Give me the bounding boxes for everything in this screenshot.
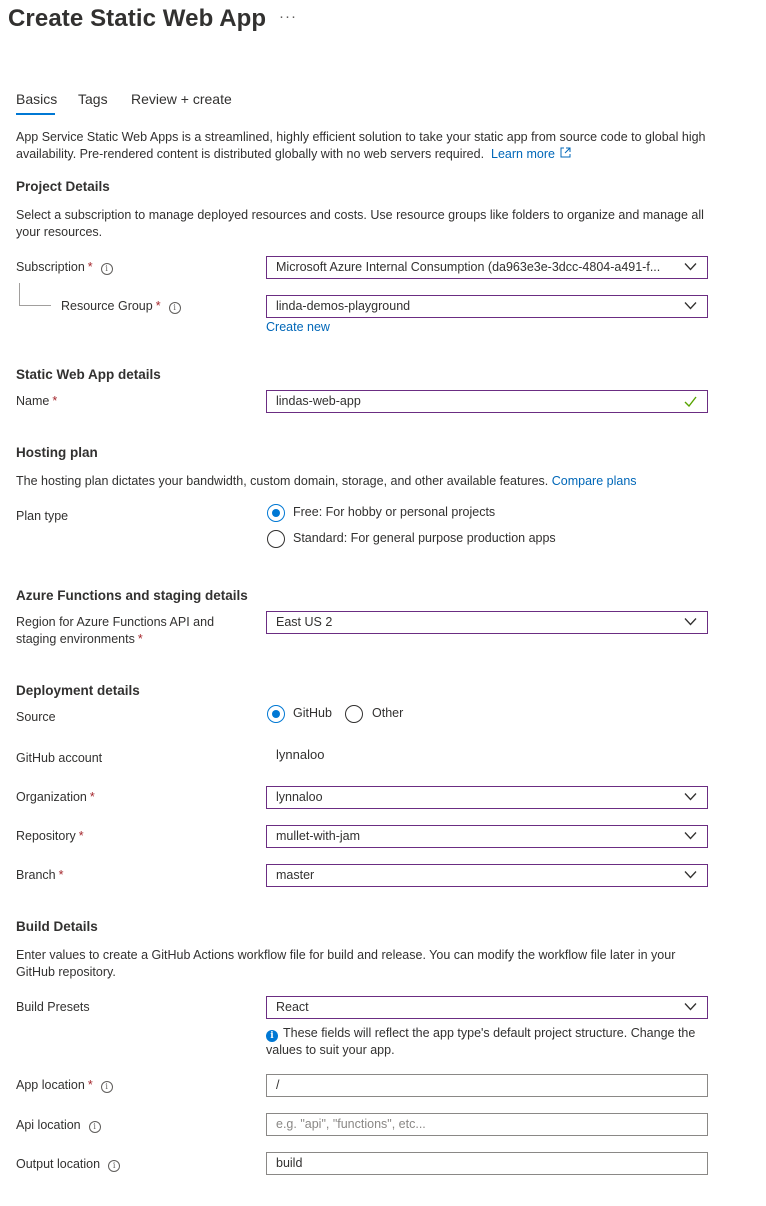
organization-label: Organization * (16, 790, 95, 804)
hosting-plan-description: The hosting plan dictates your bandwidth, custom domain, storage, and other available features. Compare plans (16, 474, 637, 488)
build-presets-info: i These fields will reflect the app type's default project structure. Change the values to suit your app. (266, 1026, 696, 1057)
checkmark-icon (684, 396, 697, 407)
chevron-down-icon (684, 831, 697, 840)
build-details-heading: Build Details (16, 919, 98, 934)
learn-more-link[interactable]: Learn more (491, 147, 571, 161)
name-input[interactable]: lindas-web-app (266, 390, 708, 413)
subscription-label: Subscription * i (16, 259, 113, 276)
subscription-dropdown[interactable]: Microsoft Azure Internal Consumption (da963e3e-3dcc-4804-a491-f... (266, 256, 708, 279)
source-other-label: Other (372, 706, 404, 720)
branch-label: Branch * (16, 868, 64, 882)
build-presets-label: Build Presets (16, 1000, 90, 1014)
info-icon[interactable]: i (101, 263, 113, 275)
chevron-down-icon (684, 262, 697, 271)
deployment-heading: Deployment details (16, 683, 140, 698)
plan-free-label: Free: For hobby or personal projects (293, 505, 496, 519)
tab-basics[interactable]: Basics (16, 91, 58, 107)
tab-review-create[interactable]: Review + create (131, 91, 232, 107)
build-presets-dropdown[interactable]: React (266, 996, 708, 1019)
region-label: Region for Azure Functions API and staging environments * (16, 615, 215, 646)
resource-group-label: Resource Group * i (61, 298, 181, 315)
info-icon: i (266, 1030, 278, 1042)
tree-connector (19, 283, 20, 305)
info-icon[interactable]: i (169, 302, 181, 314)
source-github-radio[interactable] (267, 705, 285, 723)
app-location-label: App location * i (16, 1077, 113, 1094)
github-account-label: GitHub account (16, 751, 103, 765)
page-title: Create Static Web App (8, 5, 267, 32)
info-icon[interactable]: i (89, 1121, 101, 1133)
chevron-down-icon (684, 870, 697, 879)
tab-tags[interactable]: Tags (78, 91, 108, 107)
source-other-radio[interactable] (345, 705, 363, 723)
name-label: Name * (16, 394, 58, 408)
build-details-description: Enter values to create a GitHub Actions workflow file for build and release. You can modify the workflow file later in your GitHub repository. (16, 948, 676, 979)
repository-label: Repository * (16, 829, 84, 843)
chevron-down-icon (684, 1002, 697, 1011)
github-account-value: lynnaloo (276, 747, 325, 762)
tab-active-indicator (16, 113, 55, 115)
app-location-input[interactable]: / (266, 1074, 708, 1097)
tree-connector (19, 305, 51, 306)
output-location-input[interactable]: build (266, 1152, 708, 1175)
organization-dropdown[interactable]: lynnaloo (266, 786, 708, 809)
chevron-down-icon (684, 301, 697, 310)
source-label: Source (16, 710, 56, 724)
output-location-label: Output location i (16, 1156, 120, 1173)
functions-heading: Azure Functions and staging details (16, 588, 248, 603)
api-location-label: Api location i (16, 1117, 101, 1134)
plan-standard-label: Standard: For general purpose production apps (293, 531, 556, 545)
chevron-down-icon (684, 792, 697, 801)
info-icon[interactable]: i (101, 1081, 113, 1093)
repository-dropdown[interactable]: mullet-with-jam (266, 825, 708, 848)
branch-dropdown[interactable]: master (266, 864, 708, 887)
project-details-heading: Project Details (16, 179, 110, 194)
plan-free-radio[interactable] (267, 504, 285, 522)
hosting-plan-heading: Hosting plan (16, 445, 98, 460)
create-new-link[interactable]: Create new (266, 320, 330, 334)
plan-type-label: Plan type (16, 509, 69, 523)
app-details-heading: Static Web App details (16, 367, 161, 382)
chevron-down-icon (684, 617, 697, 626)
plan-standard-radio[interactable] (267, 530, 285, 548)
project-details-description: Select a subscription to manage deployed resources and costs. Use resource groups like folders to organize and manage all your resources. (16, 208, 704, 239)
resource-group-dropdown[interactable]: linda-demos-playground (266, 295, 708, 318)
intro-description (16, 129, 716, 163)
info-icon[interactable]: i (108, 1160, 120, 1172)
more-options-icon[interactable]: ··· (279, 8, 297, 25)
external-link-icon (560, 147, 571, 158)
intro-text: App Service Static Web Apps is a streamlined, highly efficient solution to take your static app from source code to global high availability. Pre-rendered content is distributed globally with no web servers required. (16, 130, 706, 161)
region-dropdown[interactable]: East US 2 (266, 611, 708, 634)
source-github-label: GitHub (293, 706, 332, 720)
api-location-input[interactable]: e.g. "api", "functions", etc... (266, 1113, 708, 1136)
compare-plans-link[interactable]: Compare plans (551, 474, 637, 488)
